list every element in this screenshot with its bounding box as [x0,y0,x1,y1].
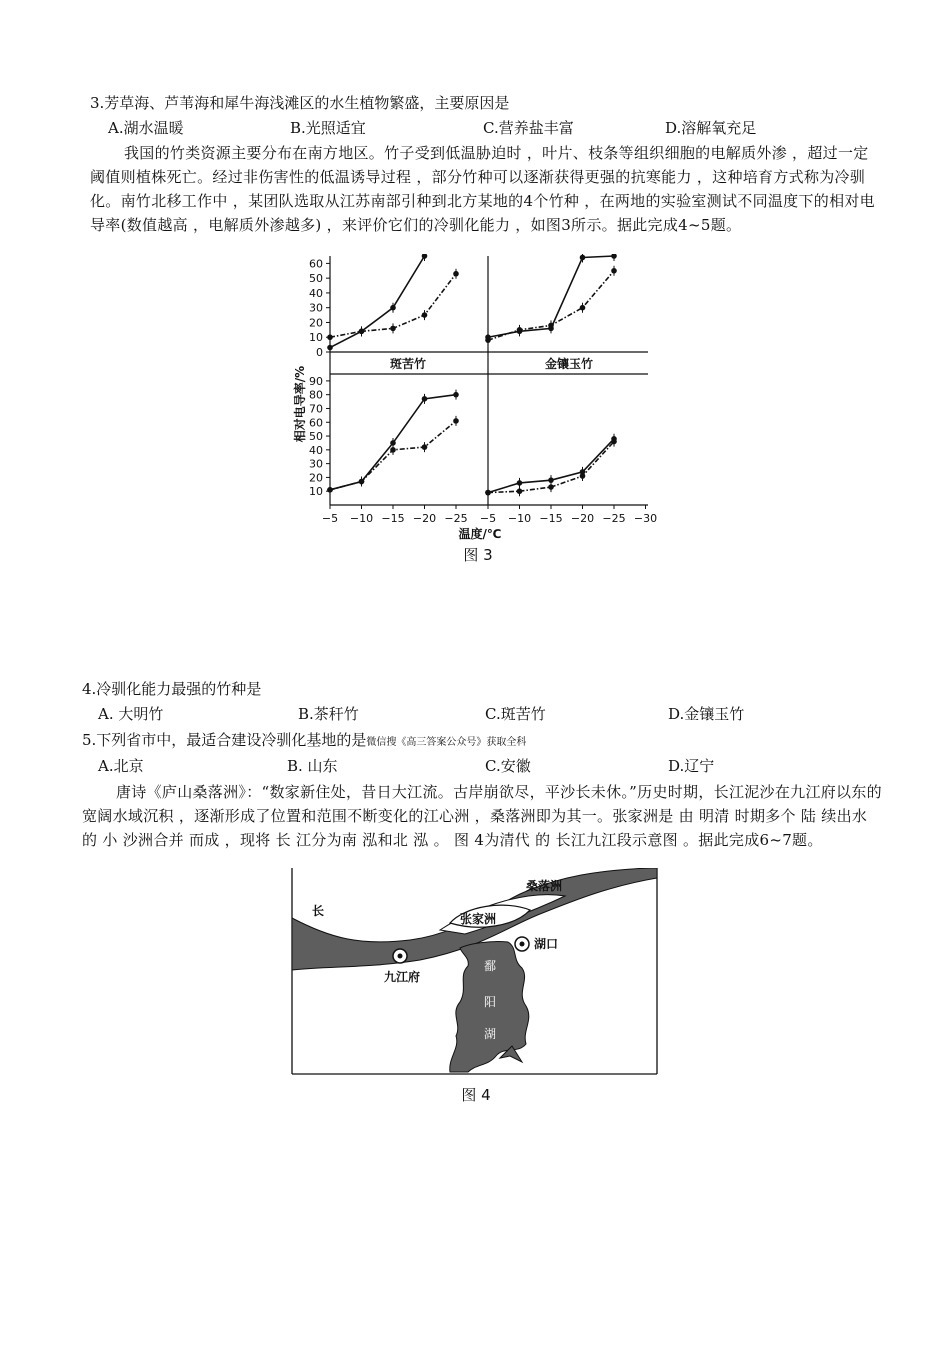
q3-stem: 3.芳草海、芦苇海和犀牛海浅滩区的水生植物繁盛，主要原因是 [90,94,510,112]
top-ytick-label: 50 [309,272,323,286]
bottom-ytick-label: 90 [309,374,323,388]
xtick-label: −25 [444,512,468,525]
top-ytick-label: 60 [309,257,323,271]
label-jiujiangfu: 九江府 [384,970,421,984]
q5-stem-text: 5.下列省市中，最适合建设冷驯化基地的是 [82,731,367,749]
q4-option-c: C.斑苦竹 [485,705,546,723]
panel-2-series-dashed-line [330,421,456,490]
xtick-label: −20 [412,512,437,525]
jiujiang-marker-dot-icon [398,954,403,959]
label-hukou: 湖口 [534,937,559,951]
bottom-ytick-label: 30 [309,457,323,471]
label-chang: 长 [312,904,325,918]
q5-stem [82,729,526,754]
panel-label-bankuzhu: 斑苦竹 [390,357,427,371]
xtick-label: −20 [570,512,595,525]
label-yang: 阳 [484,995,497,1009]
bottom-ytick-label: 10 [309,485,323,499]
xtick-label: −5 [479,512,497,525]
q4-option-d: D.金镶玉竹 [668,705,745,723]
xtick-label: −15 [539,512,563,525]
label-sangluozhou: 桑落洲 [526,879,563,893]
passage-bamboo: 我国的竹类资源主要分布在南方地区。竹子受到低温胁迫时 ，叶片、枝条等组织细胞的电解质外渗 ，超过一定阈值则植株死亡。经过非伤害性的低温诱导过程 ，部分竹种可以逐渐获得更强的抗寒能力 ，这种培育方式称为冷驯化。南竹北移工作中 ，某团队选取从江苏南部引种到北方某地的4个竹种 ，在两地的实验室测试不同温度下的相对电导率(数值越高 ，电解质外渗越多) ，来评价它们的冷驯化能力 ，如图3所示。据此完成4~5题。 [90,144,875,234]
top-ytick-label: 20 [309,316,323,330]
bottom-ytick-label: 70 [309,402,323,416]
label-hu: 湖 [484,1027,497,1041]
xtick-label: −10 [349,512,374,525]
figure-3-caption: 图 3 [463,546,493,564]
q5-option-a: A.北京 [98,757,144,775]
q4-option-a: A. 大明竹 [98,705,164,723]
xtick-label: −25 [602,512,626,525]
y-axis-label: 相对电导率/% [293,365,307,443]
figure-4-map [290,868,660,1108]
q5-option-d: D.辽宁 [668,757,715,775]
top-ytick-label: 40 [309,286,323,300]
q5-option-b: B. 山东 [287,757,338,775]
bottom-ytick-label: 40 [309,443,323,457]
q3-option-b: B.光照适宜 [290,119,366,137]
q3-option-c: C.营养盐丰富 [483,119,574,137]
q5-watermark-note: 微信搜《高三答案公众号》获取全科 [366,737,527,748]
label-zhangjiazhou: 张家洲 [460,912,497,926]
xtick-label: −5 [321,512,339,525]
bottom-ytick-label: 80 [309,388,323,402]
top-ytick-label: 0 [316,346,323,359]
xtick-label: −15 [381,512,405,525]
figure-4-caption: 图 4 [461,1086,491,1104]
panel-label-jinxiangyuzhu: 金镶玉竹 [545,357,594,371]
q3-option-d: D.溶解氧充足 [665,119,757,137]
xtick-label: −10 [507,512,532,525]
q4-stem: 4.冷驯化能力最强的竹种是 [82,680,262,698]
bottom-ytick-label: 50 [309,430,323,444]
label-po: 鄱 [484,959,497,973]
q5-option-c: C.安徽 [485,757,531,775]
bottom-ytick-label: 60 [309,416,323,430]
figure-3-chart [290,254,670,569]
x-axis-label: 温度/℃ [458,527,502,541]
bottom-ytick-label: 20 [309,471,323,485]
top-ytick-label: 30 [309,301,323,315]
top-ytick-label: 10 [309,331,323,345]
q4-option-b: B.茶秆竹 [298,705,359,723]
q3-option-a: A.湖水温暖 [108,119,184,137]
xtick-label: −30 [633,512,658,525]
hukou-marker-dot-icon [520,942,525,947]
passage-sangluozhou: 唐诗《庐山桑落洲》：“数家新住处，昔日大江流。古岸崩欲尽，平沙长未休。”历史时期，长江泥沙在九江府以东的宽阔水域沉积 ，逐渐形成了位置和范围不断变化的江心洲 ，桑落洲即为其一。张家洲是 由 明清 时期多个 陆 续出水 的 小 沙洲合并 而成 ，现将 长 江分为南 泓和北 泓 。 图 4为清代 的 长江九江段示意图 。据此完成6~7题。 [82,783,882,849]
